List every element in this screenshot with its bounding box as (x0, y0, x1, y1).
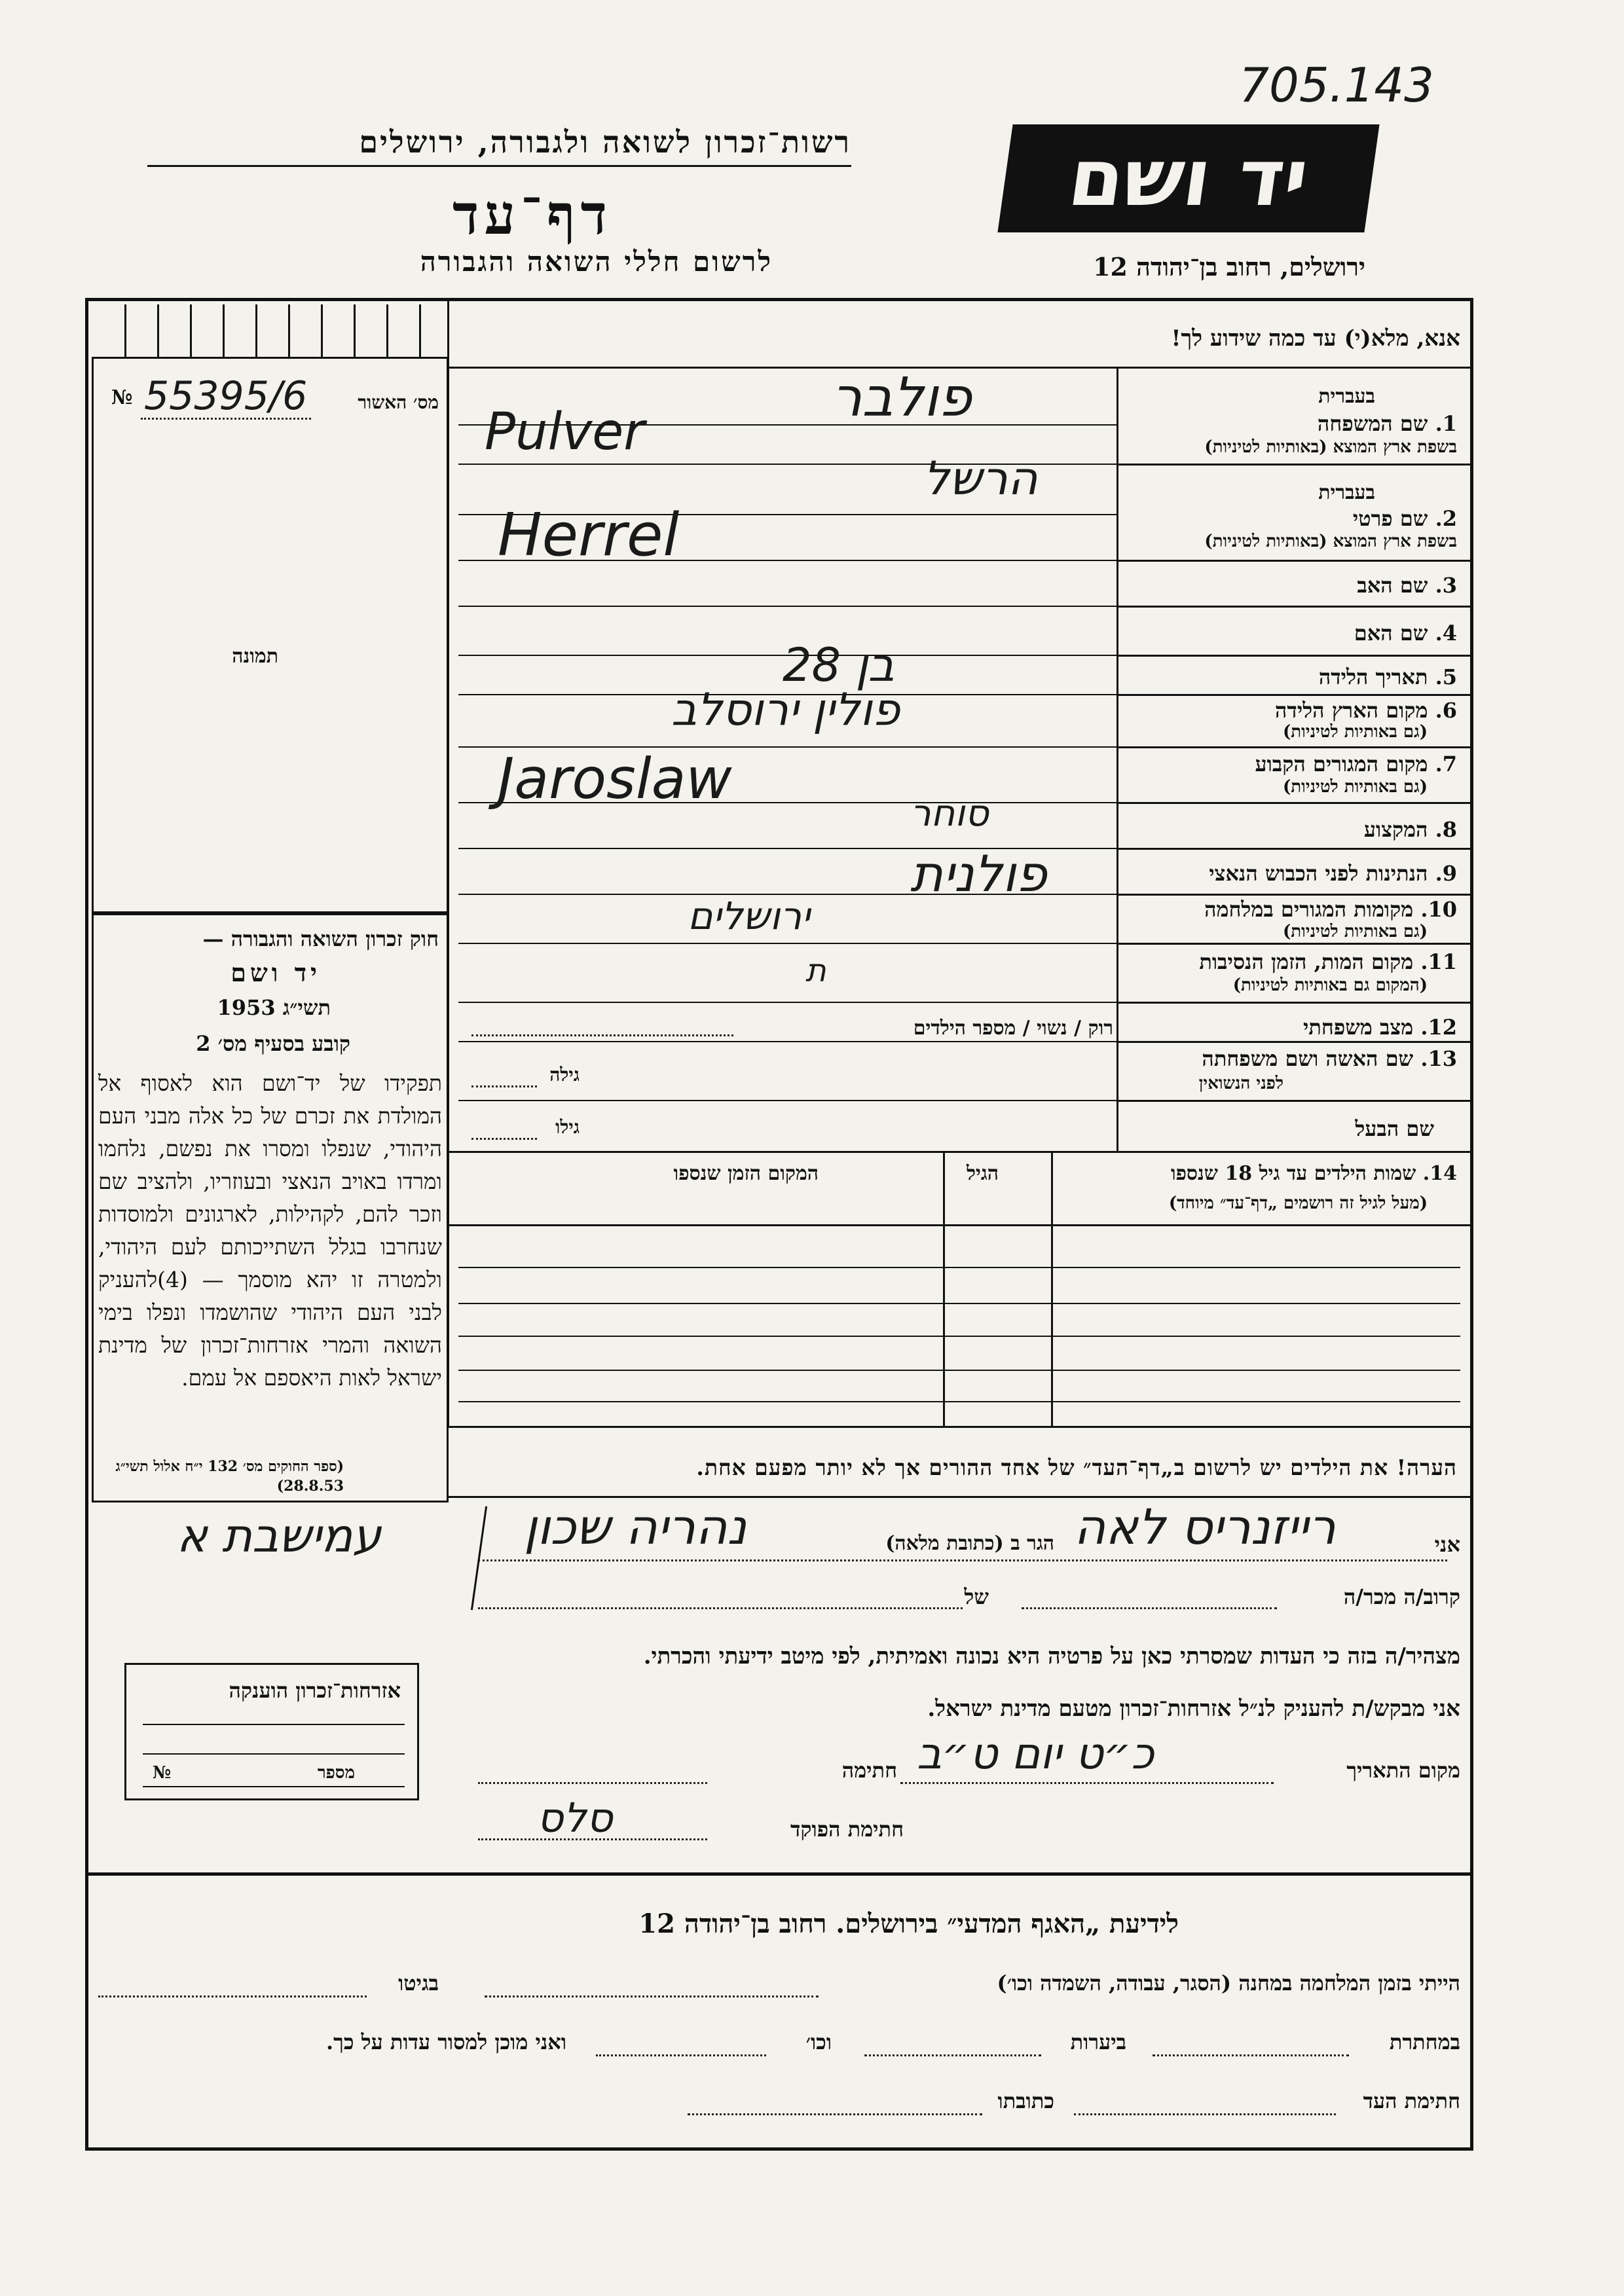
law-title: חוק זכרון השואה והגבורה — (202, 926, 439, 951)
bottom-line2-d: ואני מוכן למסור עדות על כך. (325, 2030, 566, 2054)
field-1-label: 1. שם המשפחה (1317, 411, 1457, 436)
label-column-border (1116, 367, 1118, 1151)
relative-label: קרוב/ה מכר/ה (1343, 1584, 1460, 1609)
side-note-value: עמישבת א (177, 1509, 382, 1563)
children-col-place: המקום הזמן שנספו (673, 1162, 819, 1185)
bottom-line3-b: כתובתו (997, 2088, 1054, 2113)
children-sub: (מעל לגיל זה רושמים „דף־עד״ מיוחד) (1168, 1194, 1428, 1213)
wartime-residence-value: ירושלים (688, 894, 811, 938)
field-4-label: 4. שם האם (1354, 621, 1457, 646)
declaration-text: מצהיר/ה בזה כי העדות שמסרתי כאן על פרטיה היא נכונה ואמיתית, לפי מיטב ידיעתי והכרתי. (643, 1643, 1460, 1669)
children-col-age: הגיל (966, 1162, 999, 1185)
field-7-sub: (גם באותיות לטיניות) (1282, 777, 1428, 797)
bottom-line1-a: הייתי בזמן המלחמה במחנה (הסגר, עבודה, השמדה וכו׳) (997, 1971, 1460, 1995)
field-13-sub: לפני הנשואין (1198, 1074, 1283, 1093)
bottom-line2-blank2 (864, 2054, 1041, 2056)
note: הערה! את הילדים יש לרשום ב„דף־העד״ של אחד ההורים אך לא יותר מפעם אחת. (696, 1455, 1457, 1480)
citizenship-box (124, 1663, 419, 1800)
bottom-heading: לידיעת „האגף המדעי״ בירושלים. רחוב בן־יהודה 12 (638, 1908, 1179, 1939)
surname-hebrew-value: פולבר (832, 367, 972, 429)
nationality-value: פולנית (910, 845, 1047, 903)
bottom-divider (85, 1872, 1473, 1876)
firstname-hebrew-value: הרשל (923, 452, 1038, 505)
field-10-sub: (גם באותיות לטיניות) (1282, 922, 1428, 941)
of-label: של (964, 1584, 989, 1609)
place-date-label: מקום התאריך (1346, 1758, 1460, 1783)
logo-text: יד ושם (1063, 133, 1314, 224)
husband-age-line (471, 1138, 537, 1140)
field-9-label: 9. הנתינות לפני הכבוש הנאצי (1209, 861, 1457, 886)
law-logo: יד ושם (231, 958, 321, 987)
declarant-name-value: רייזנריס לאה (1074, 1499, 1336, 1556)
bottom-line3-blank1 (1074, 2113, 1336, 2115)
citizenship-title: אזרחות־זכרון הוענקה (229, 1678, 401, 1703)
archive-number: 705.143 (1239, 58, 1434, 113)
field-6-label: 6. מקום הארץ הלידה (1275, 698, 1457, 723)
form-subtitle: לרשום חללי השואה והגבורה (420, 246, 773, 278)
husband-label: שם הבעל (1355, 1116, 1434, 1141)
law-clause: קובע בסעיף מס׳ 2 (196, 1031, 350, 1056)
residence-value: Jaroslaw (498, 746, 732, 812)
reg-no-prefix: № (111, 386, 133, 409)
bottom-line2-blank3 (596, 2054, 766, 2056)
bottom-line2-blank1 (1153, 2054, 1349, 2056)
field-13-label: 13. שם האשה ושם משפחתה (1202, 1046, 1457, 1071)
of-line (478, 1607, 963, 1609)
bottom-line3-blank2 (688, 2113, 982, 2115)
birthdate-value: בן 28 (783, 638, 895, 692)
law-year: תשי״ג 1953 (217, 995, 331, 1020)
field-12-options: רוק / נשוי / מספר הילדים (913, 1017, 1113, 1040)
resides-label: הגר ב (כתובת מלאה) (885, 1532, 1054, 1555)
field-3-label: 3. שם האב (1357, 573, 1457, 598)
bottom-line1-blank (485, 1995, 819, 1997)
law-text: תפקידו של יד־ושם הוא לאסוף אל המולדת את זכרם של כל אלה מבני העם היהודי, שנפלו ומסרו את נפשם, נלחמו ומרדו באויב הנאצי ובעוזריו, ולהציב שם וזכר להם, לקהילות, לארגונים ולמוסדות שנחרבו בגלל השתייכותם לעם היהודי, ולמטרה זו יהא מוסמך — (4)להעניק לבני העם היהודי שהושמדו ונפלו בימי השואה והמרי אזרחות־זכרון של מדינת ישראל לאות היאספם אל עמם. (98, 1070, 442, 1391)
surname-latin-value: Pulver (485, 403, 645, 462)
request-text: אני מבקש/ת להעניק לנ״ל אזרחות־זכרון מטעם מדינת ישראל. (927, 1696, 1460, 1722)
field-12-label: 12. מצב משפחתי (1303, 1015, 1457, 1040)
field-11-label: 11. מקום המות, הזמן הנסיבות (1199, 949, 1457, 974)
bottom-line2-b: ביערות (1070, 2030, 1126, 2054)
left-upper-box (92, 357, 449, 913)
note-rule (447, 1496, 1473, 1498)
org-line-underline (147, 165, 851, 167)
address-value: נהריה שכון (524, 1499, 747, 1556)
place-date-value: כ״ט יום ט״ב (917, 1728, 1154, 1779)
declarant-line (478, 1559, 1447, 1561)
address: ירושלים, רחוב בן־יהודה 12 (1093, 252, 1365, 282)
citizenship-number-label: מספר (317, 1763, 355, 1783)
field-2-sub: בשפת ארץ המוצא (באותיות לטיניות) (1204, 532, 1457, 551)
yad-vashem-logo (997, 124, 1379, 232)
signature-label: חתימה (841, 1758, 897, 1783)
birthplace-value: פולין ירוסלב (671, 684, 900, 736)
reg-no-line (141, 418, 311, 420)
instruction: אנא, מלא(י) עד כמה שידוע לך! (1171, 325, 1460, 352)
field-12-dotline (471, 1034, 733, 1036)
org-line: רשות־זכרון לשואה ולגבורה, ירושלים (359, 124, 851, 160)
form-title: דף־עד (452, 182, 612, 247)
bottom-line1-blank2 (98, 1995, 367, 1997)
bottom-line3-a: חתימת העד (1363, 2088, 1460, 2113)
bottom-line2-c: וכו׳ (805, 2030, 832, 2054)
field-5-label: 5. תאריך הלידה (1318, 665, 1457, 689)
reg-no-label: מס׳ האשור (358, 392, 439, 413)
field-11-sub: (המקום גם באותיות לטיניות) (1232, 975, 1428, 995)
wife-age-line (471, 1085, 537, 1087)
firstname-latin-value: Herrel (498, 501, 680, 570)
field-2-label: 2. שם פרטי (1352, 506, 1457, 531)
wife-age-label: גילה (549, 1064, 580, 1085)
relative-line (1022, 1607, 1277, 1609)
officer-line (478, 1838, 707, 1840)
hebrew-tag-1: בעברית (1318, 385, 1375, 408)
hebrew-tag-2: בעברית (1318, 481, 1375, 504)
husband-age-label: גילו (555, 1116, 580, 1138)
ani-label: אני (1434, 1532, 1460, 1557)
signature-line (478, 1782, 707, 1784)
officer-label: חתימת הפוקד (790, 1817, 904, 1842)
bottom-line2-a: במחתרת (1389, 2030, 1460, 2054)
law-footer: (ספר החוקים מס׳ 132 י״ח אלול תשי״ג 28.8.53) (115, 1458, 344, 1495)
children-label: 14. שמות הילדים עד גיל 18 שנספו (1170, 1162, 1457, 1185)
reg-no-value: 55395/6 (144, 373, 308, 419)
death-place-value: ת (805, 953, 826, 989)
bottom-line1-b: בגיטו (398, 1971, 439, 1995)
field-1-sub: בשפת ארץ המוצא (באותיות לטיניות) (1204, 437, 1457, 457)
officer-value: סלס (537, 1794, 613, 1842)
place-date-line (900, 1782, 1274, 1784)
citizenship-number-prefix: № (153, 1763, 172, 1783)
profession-value: סוחר (910, 792, 989, 835)
photo-label: תמונה (232, 645, 278, 668)
field-7-label: 7. מקום המגורים הקבוע (1255, 752, 1457, 776)
field-6-sub: (גם באותיות לטיניות) (1282, 722, 1428, 742)
field-8-label: 8. המקצוע (1363, 817, 1457, 842)
field-10-label: 10. מקומות המגורים במלחמה (1204, 897, 1457, 922)
